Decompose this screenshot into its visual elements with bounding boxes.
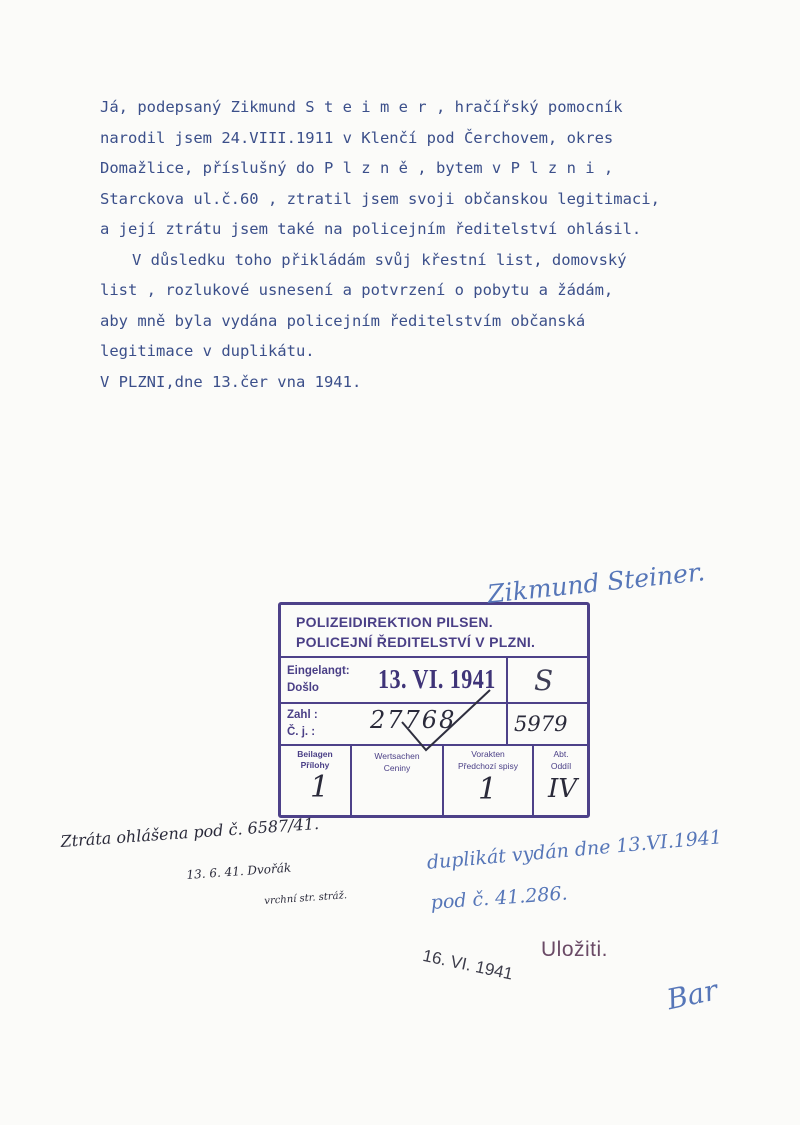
letter-line: Já, podepsaný Zikmund S t e i m e r , hrаčířský pomocník: [100, 98, 623, 116]
letter-line: narodil jsem 24.VIII.1911 v Klenčí pod Čerchovem, okres: [100, 128, 614, 147]
letter-line: Domažlice, příslušný do P l z n ě , bytem v P l z n i ,: [100, 159, 614, 177]
letter-line: legitimace v duplikátu.: [100, 342, 315, 360]
ceniny-label: Ceniny: [383, 763, 411, 773]
letter-line: Starckova ul.č.60 , ztratil jsem svoji občanskou legitimaci,: [100, 189, 660, 208]
duplicate-issued-number: pod č. 41.286.: [430, 882, 569, 914]
letter-line: a její ztrátu jsem také na policejním ředitelství ohlásil.: [100, 220, 642, 238]
typed-letter: [100, 92, 740, 397]
officer-note-rank: vrchní str. stráž.: [264, 890, 348, 907]
prilohy-label: Přílohy: [300, 760, 330, 770]
doslo-label: Došlo: [287, 682, 319, 694]
side-number: 5979: [514, 712, 568, 736]
clerk-initials: Bar: [664, 973, 721, 1017]
cj-label: Č. j. :: [287, 726, 316, 738]
stamp-divider: [278, 656, 590, 658]
beilagen-value: 1: [310, 770, 330, 805]
beilagen-label: Beilagen: [297, 749, 333, 759]
predchozi-label: Předchozí spisy: [458, 761, 518, 771]
wertsachen-label: Wertsachen: [374, 751, 420, 761]
zahl-label: Zahl :: [287, 709, 318, 721]
stamp-header-cz: POLICEJNÍ ŘEDITELSTVÍ V PLZNI.: [296, 634, 536, 650]
letter-line: aby mně byla vydána policejním ředitelstvím občanská: [100, 311, 586, 330]
letter-line: V důsledku toho přikládám svůj křestní list, domovský: [132, 250, 627, 269]
letter-line: V PLZNI,dne 13.čer vna 1941.: [100, 372, 362, 391]
initial-mark: S: [534, 664, 554, 697]
stamp-divider: [532, 744, 534, 818]
vorakten-label: Vorakten: [471, 749, 505, 759]
oddil-label: Oddíl: [550, 761, 572, 771]
file-stamp: Uložiti.: [541, 938, 609, 961]
duplicate-issued-note: duplikát vydán dne 13.VI.1941: [426, 826, 723, 874]
received-date: 13. VI. 1941: [378, 664, 496, 694]
stamp-divider: [506, 656, 508, 744]
police-intake-stamp: [278, 602, 590, 818]
abt-label: Abt.: [553, 749, 569, 759]
stamp-divider: [350, 744, 352, 818]
oddil-value: IV: [548, 774, 578, 804]
applicant-signature: Zikmund Steiner.: [486, 557, 707, 609]
stamp-header-de: POLIZEIDIREKTION PILSEN.: [296, 614, 493, 630]
lost-report-note: Ztráta ohlášena pod č. 6587/41.: [60, 813, 320, 851]
predchozi-value: 1: [478, 772, 498, 807]
file-date-stamp: 16. VI. 1941: [421, 946, 515, 984]
eingelangt-label: Eingelangt:: [287, 665, 350, 677]
letter-line: list , rozlukové usnesení a potvrzení o pobytu a žádám,: [100, 281, 614, 299]
case-number: 27768: [370, 706, 457, 734]
officer-note-date: 13. 6. 41. Dvořák: [186, 860, 292, 882]
